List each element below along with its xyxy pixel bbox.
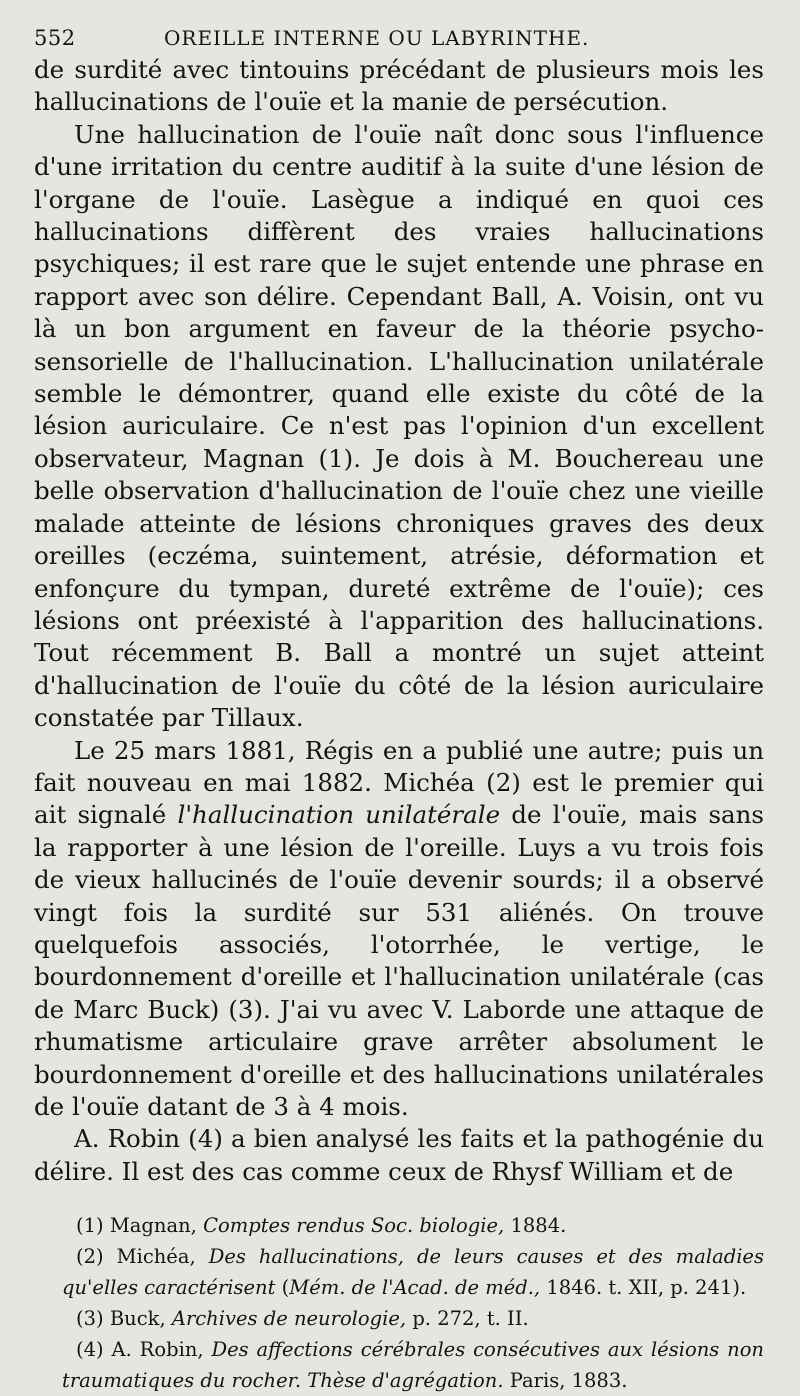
footnote-number: (1): [76, 1214, 104, 1238]
main-text: [34, 54, 764, 1188]
footnote-journal: Mém. de l'Acad. de méd.,: [289, 1276, 541, 1300]
footnote-paren: (: [281, 1276, 290, 1300]
paragraph-hallucination-irritation: Une hallucination de l'ouïe naît donc sous l'influence d'une irritation du centre auditif à la suite d'une lésion de l'organe de l'ouïe. Lasègue a indiqué en quoi ces hallucinations diffèrent des vraies hallucinations psychiques; il est rare que le sujet entende une phrase en rapport avec son délire. Cependant Ball, A. Voisin, ont vu là un bon argument en faveur de la théorie psycho-sensorielle de l'hallucination. L'hallucination unilatérale semble le démontrer, quand elle existe du côté de la lésion auriculaire. Ce n'est pas l'opinion d'un excellent observateur, Magnan (1). Je dois à M. Bouchereau une belle observation d'hallucination de l'ouïe chez une vieille malade atteinte de lésions chroniques graves des deux oreilles (eczéma, suintement, atrésie, déformation et enfonçure du tympan, dureté extrême de l'ouïe); ces lésions ont préexisté à l'apparition des hallucinations. Tout récemment B. Ball a montré un sujet atteint d'hallucination de l'ouïe du côté de la lésion auriculaire constatée par Tillaux.: [34, 119, 764, 733]
running-title: OREILLE INTERNE OU LABYRINTHE.: [164, 26, 590, 50]
footnote-details: Paris, 1883.: [509, 1369, 628, 1393]
paragraph-continuation: de surdité avec tintouins précédant de plusieurs mois les hallucinations de l'ouïe et la manie de persécution.: [34, 55, 764, 117]
footnote-author: A. Robin,: [111, 1338, 204, 1362]
footnote-number: (4): [76, 1338, 104, 1362]
footnote-title: Des affections cérébrales consécutives aux lésions non traumatiques du rocher. Thèse d'agrégation.: [62, 1338, 764, 1393]
footnotes: [34, 1210, 764, 1396]
footnote-details: 1884.: [510, 1214, 567, 1238]
footnote-4: [34, 1334, 764, 1396]
footnote-title: Comptes rendus Soc. biologie,: [203, 1214, 505, 1238]
footnote-1: [34, 1210, 764, 1241]
footnote-details: p. 272, t. II.: [412, 1307, 529, 1331]
italic-term: l'hallucination unilatérale: [177, 800, 501, 830]
paragraph-text: Le 25 mars 1881, Régis en a publié une autre; puis un fait nouveau en mai 1882. Michéa (2) est le premier qui ait signalé: [34, 735, 764, 830]
paragraph-robin: A. Robin (4) a bien analysé les faits et la pathogénie du délire. Il est des cas comme ceux de Rhysf William et de: [34, 1124, 764, 1186]
footnote-title: Des hallucinations, de leurs causes et des maladies qu'elles caractérisent: [62, 1245, 764, 1300]
page-number: 552: [34, 26, 76, 50]
footnote-number: (2): [76, 1245, 104, 1269]
page-header: [34, 26, 764, 50]
paragraph-regis-michea: [34, 735, 764, 1124]
footnote-author: Magnan,: [109, 1214, 197, 1238]
footnote-3: [34, 1303, 764, 1334]
footnote-author: Buck,: [109, 1307, 166, 1331]
footnote-title: Archives de neurologie,: [171, 1307, 407, 1331]
paragraph-text: de l'ouïe, mais sans la rapporter à une lésion de l'oreille. Luys a vu trois fois de vieux hallucinés de l'ouïe devenir sourds; il a observé vingt fois la surdité sur 531 aliénés. On trouve quelquefois associés, l'otorrhée, le vertige, le bourdonnement d'oreille et l'hallucination unilatérale (cas de Marc Buck) (3). J'ai vu avec V. Laborde une attaque de rhumatisme articulaire grave arrêter absolument le bourdonnement d'oreille et des hallucinations unilatérales de l'ouïe datant de 3 à 4 mois.: [34, 800, 765, 1121]
footnote-details: 1846. t. XII, p. 241).: [546, 1276, 747, 1300]
footnote-author: Michéa,: [116, 1245, 196, 1269]
footnote-2: [34, 1241, 764, 1303]
footnote-number: (3): [76, 1307, 104, 1331]
